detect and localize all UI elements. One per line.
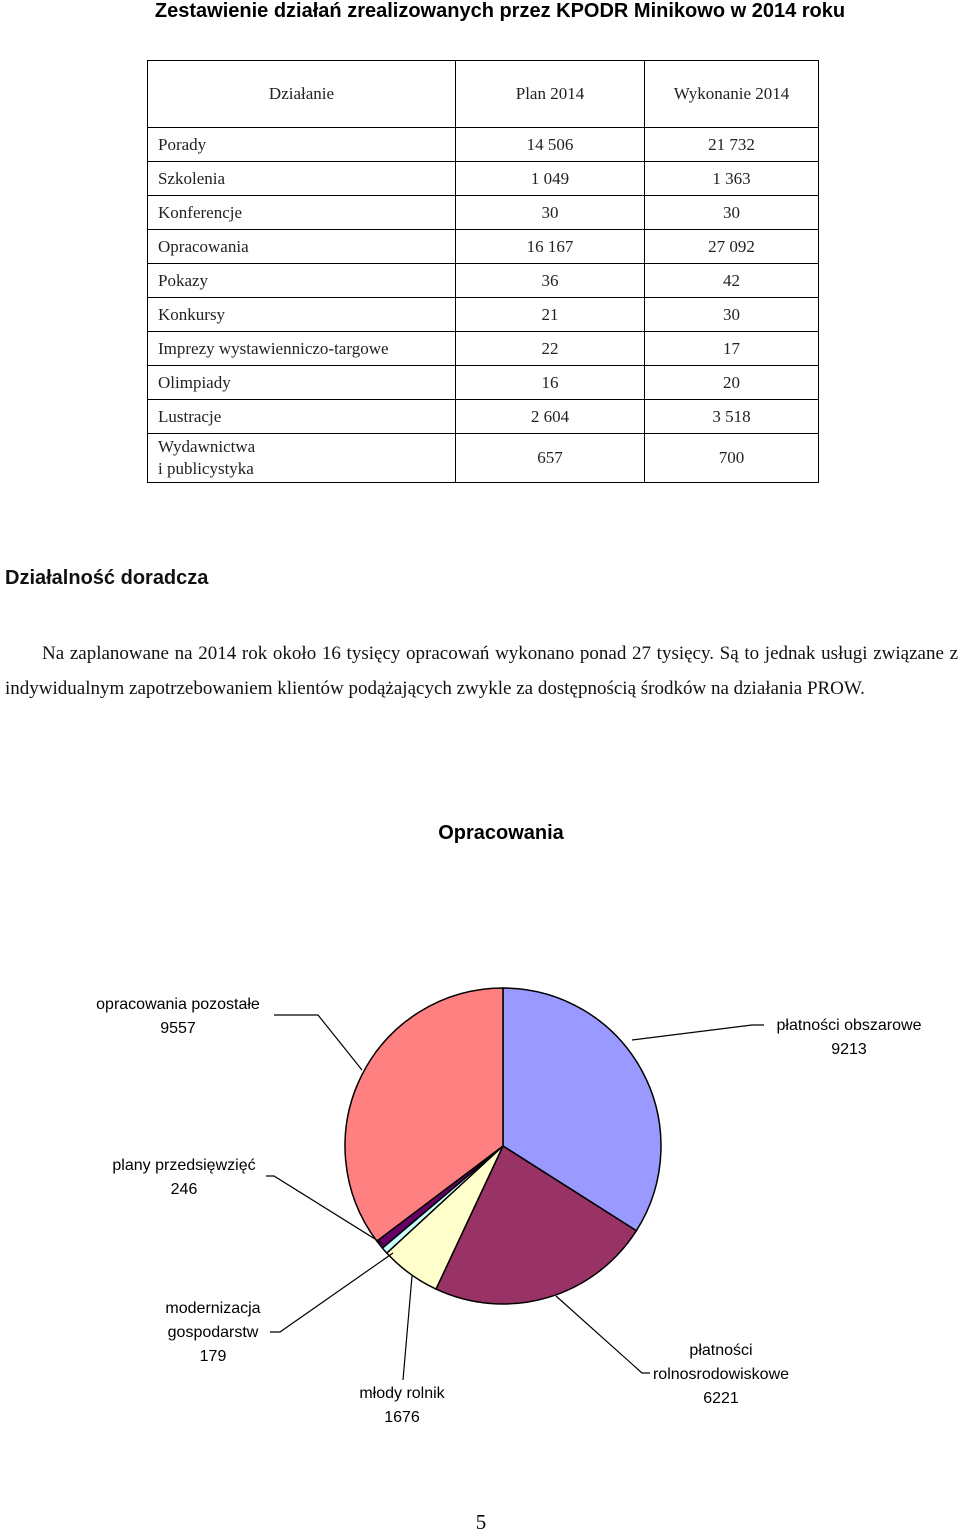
row-plan: 2 604 [456, 400, 645, 434]
leader-line [632, 1025, 764, 1040]
slice-label: płatności obszarowe [776, 1017, 922, 1034]
slice-value: 9557 [160, 1020, 196, 1037]
row-done: 17 [645, 332, 819, 366]
pie-chart [0, 800, 960, 1460]
row-done: 42 [645, 264, 819, 298]
header-activity: Działanie [148, 61, 456, 128]
row-plan: 36 [456, 264, 645, 298]
slice-label: rolnosrodowiskowe [652, 1366, 790, 1383]
leader-line [274, 1015, 362, 1070]
body-paragraph: Na zaplanowane na 2014 rok około 16 tysięcy opracowań wykonano ponad 27 tysięcy. Są to jednak usługi związane z indywidualnym zapotrzebowaniem klientów podążających zwykle za dostępnością środków na działania PROW. [5, 643, 958, 699]
leader-line [403, 1276, 412, 1380]
row-plan: 16 [456, 366, 645, 400]
slice-label: gospodarstw [167, 1324, 259, 1341]
slice-value: 179 [199, 1348, 227, 1365]
table-row [148, 332, 819, 366]
header-plan: Plan 2014 [456, 61, 645, 128]
page-title: Zestawienie działań zrealizowanych przez KPODR Minikowo w 2014 roku [154, 0, 846, 22]
row-plan: 22 [456, 332, 645, 366]
table-row [148, 196, 819, 230]
row-plan: 30 [456, 196, 645, 230]
row-done: 30 [645, 298, 819, 332]
table-row [148, 366, 819, 400]
row-name-line1: Wydawnictwa [158, 437, 256, 456]
slice-value: 9213 [831, 1041, 867, 1058]
row-name: Porady [148, 128, 456, 162]
leader-line [270, 1253, 393, 1332]
table-row [148, 128, 819, 162]
row-plan: 1 049 [456, 162, 645, 196]
row-done: 21 732 [645, 128, 819, 162]
slice-label: opracowania pozostałe [96, 996, 260, 1013]
row-name-line2: i publicystyka [158, 459, 254, 478]
row-done: 700 [645, 434, 819, 483]
header-done: Wykonanie 2014 [645, 61, 819, 128]
table-row [148, 230, 819, 264]
row-name: Szkolenia [148, 162, 456, 196]
leader-line [556, 1296, 650, 1373]
row-done: 3 518 [645, 400, 819, 434]
row-name: Imprezy wystawienniczo-targowe [148, 332, 456, 366]
activities-table [147, 60, 819, 483]
row-done: 27 092 [645, 230, 819, 264]
row-name: Konferencje [148, 196, 456, 230]
row-plan: 657 [456, 434, 645, 483]
slice-label: młody rolnik [359, 1385, 445, 1402]
row-plan: 16 167 [456, 230, 645, 264]
row-done: 30 [645, 196, 819, 230]
slice-label: modernizacja [165, 1300, 261, 1317]
row-done: 1 363 [645, 162, 819, 196]
slice-value: 1676 [384, 1409, 420, 1426]
slice-value: 246 [170, 1181, 198, 1198]
slice-label: płatności [689, 1342, 753, 1359]
row-name: Olimpiady [148, 366, 456, 400]
row-name: Opracowania [148, 230, 456, 264]
row-done: 20 [645, 366, 819, 400]
table-row [148, 298, 819, 332]
table-row [148, 162, 819, 196]
row-name: Lustracje [148, 400, 456, 434]
pie-slices [345, 988, 661, 1304]
table-header-row [148, 61, 819, 128]
row-plan: 14 506 [456, 128, 645, 162]
page-number: 5 [475, 1510, 487, 1534]
row-name: Konkursy [148, 298, 456, 332]
chart-title: Opracowania [438, 822, 564, 844]
slice-label: plany przedsięwzięć [112, 1157, 256, 1174]
table-row [148, 400, 819, 434]
row-name: Pokazy [148, 264, 456, 298]
row-plan: 21 [456, 298, 645, 332]
table-row [148, 264, 819, 298]
slice-value: 6221 [703, 1390, 739, 1407]
section-heading: Działalność doradcza [5, 567, 209, 589]
table-row [148, 434, 819, 483]
row-name [148, 434, 456, 483]
